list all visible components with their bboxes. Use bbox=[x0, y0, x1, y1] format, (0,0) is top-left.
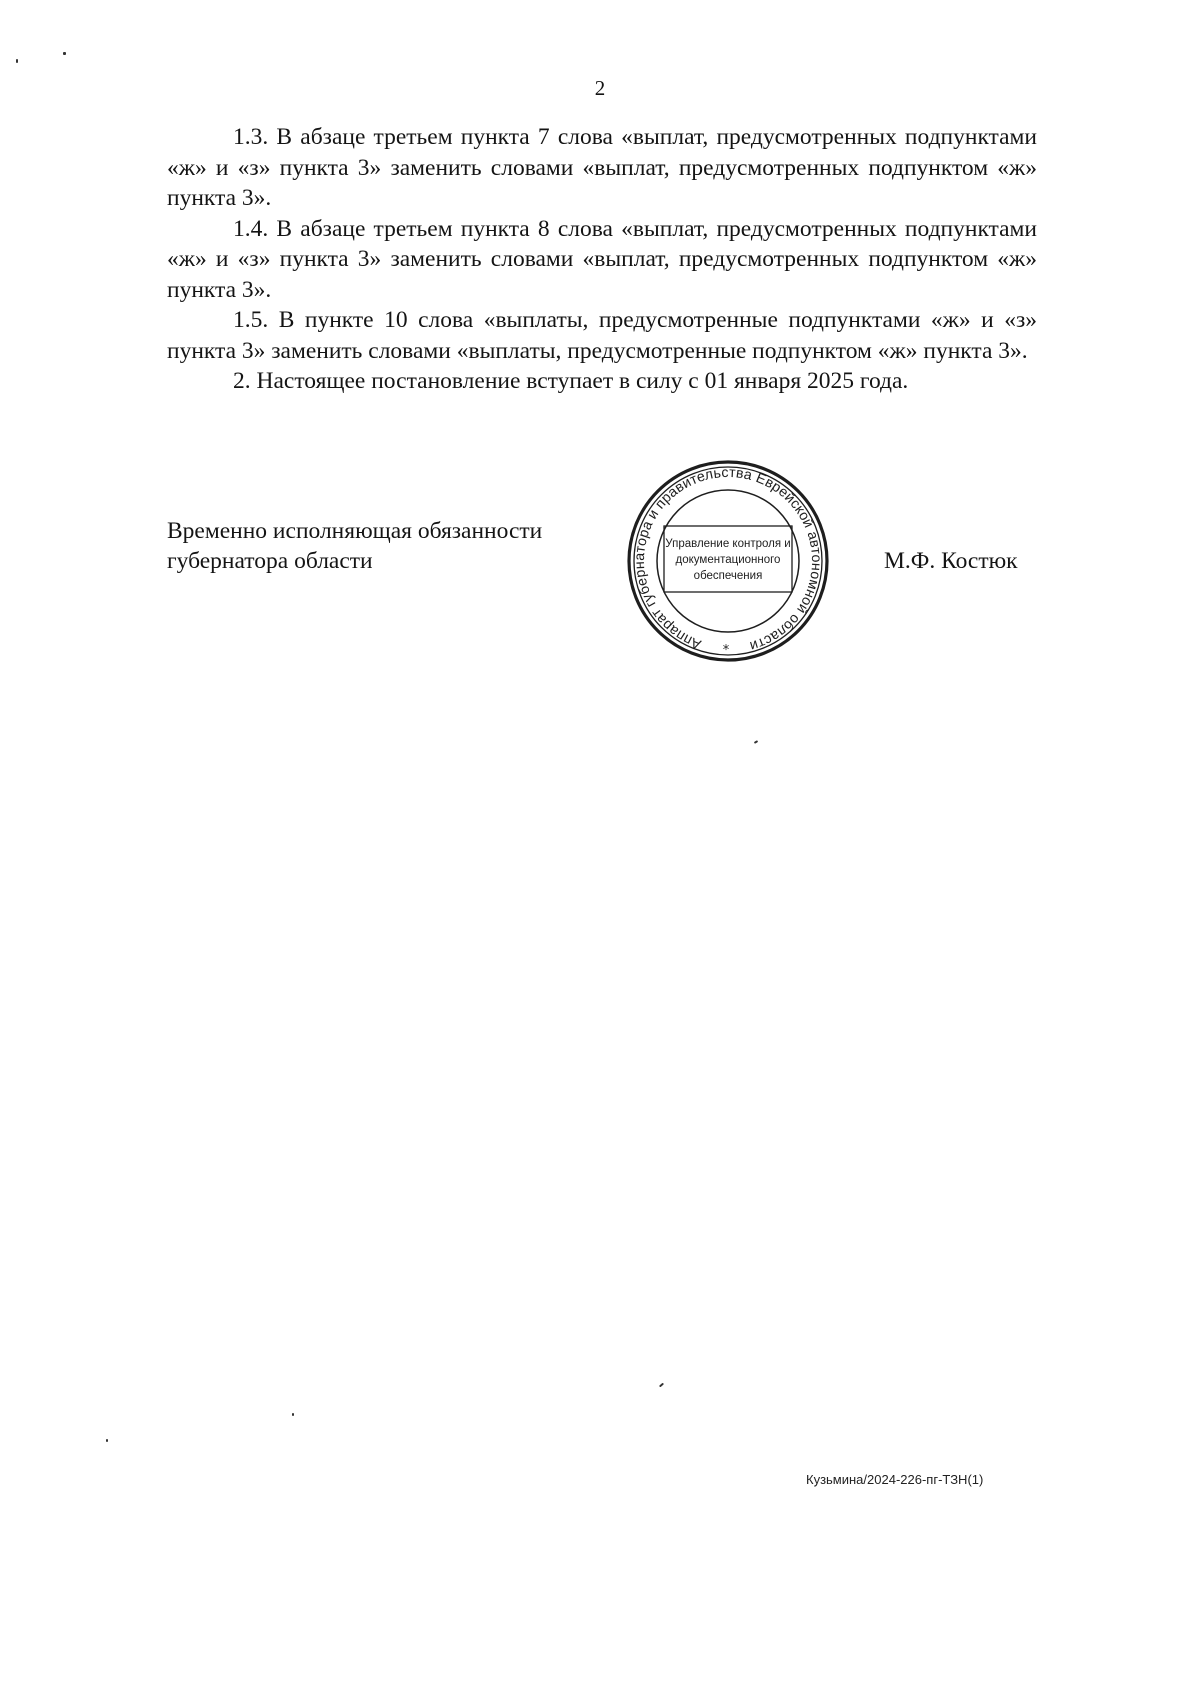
seal-center-line-1: Управление контроля и bbox=[665, 538, 791, 550]
scan-speck bbox=[754, 740, 758, 744]
document-body bbox=[167, 122, 1037, 397]
signatory-position-line-2: губернатора области bbox=[167, 548, 373, 574]
scan-speck bbox=[16, 59, 18, 63]
scan-speck bbox=[106, 1439, 108, 1442]
signatory-name: М.Ф. Костюк bbox=[884, 548, 1018, 574]
document-reference-code: Кузьмина/2024-226-пг-ТЗН(1) bbox=[806, 1472, 984, 1487]
scan-speck bbox=[659, 1383, 664, 1388]
signatory-position bbox=[167, 516, 542, 576]
seal-center-line-2: документационного bbox=[675, 554, 781, 566]
seal-star-icon: * bbox=[722, 643, 730, 658]
scan-speck bbox=[63, 52, 66, 55]
paragraph-1-4: 1.4. В абзаце третьем пункта 8 слова «выплат, предусмотренных подпунктами «ж» и «з» пункта 3» заменить словами «выплат, предусмотренных подпунктом «ж» пункта 3». bbox=[167, 215, 1037, 303]
seal-ring-text: Аппарат губернатора и правительства Еврейской автономной области bbox=[631, 464, 825, 654]
paragraph-1-5: 1.5. В пункте 10 слова «выплаты, предусмотренные подпунктами «ж» и «з» пункта 3» заменить словами «выплаты, предусмотренные подпунктом «ж» пункта 3». bbox=[167, 307, 1037, 364]
signatory-position-line-1: Временно исполняющая обязанности bbox=[167, 518, 543, 544]
scan-speck bbox=[292, 1413, 294, 1416]
page-number: 2 bbox=[594, 76, 606, 100]
paragraph-1-3: 1.3. В абзаце третьем пункта 7 слова «выплат, предусмотренных подпунктами «ж» и «з» пункта 3» заменить словами «выплат, предусмотренных подпунктом «ж» пункта 3». bbox=[167, 124, 1037, 211]
seal-center-line-3: обеспечения bbox=[693, 570, 763, 582]
official-seal-stamp bbox=[626, 459, 830, 663]
paragraph-2: 2. Настоящее постановление вступает в силу с 01 января 2025 года. bbox=[233, 368, 909, 394]
